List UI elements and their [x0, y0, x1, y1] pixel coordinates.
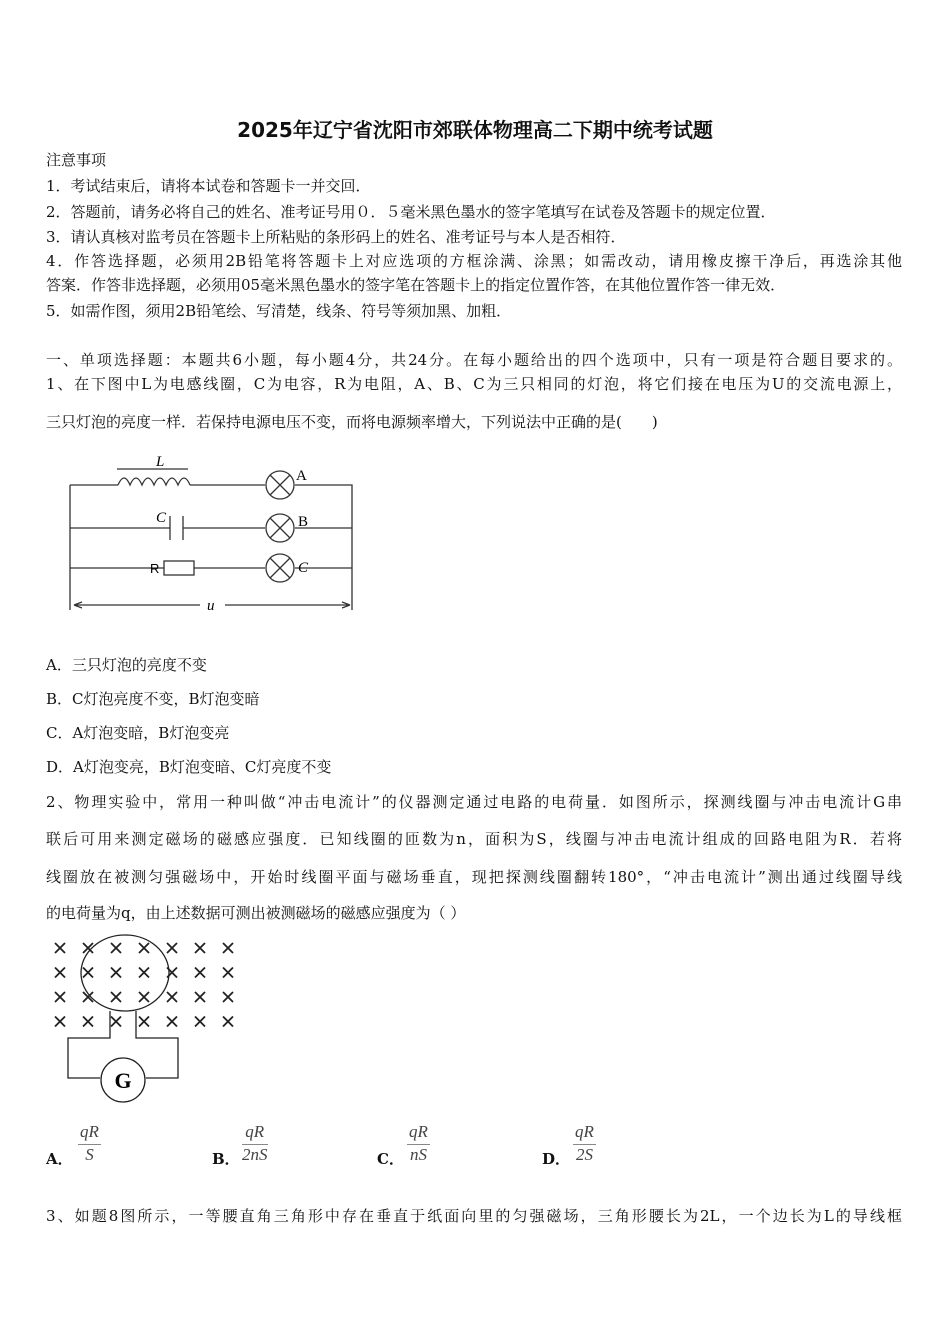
voltage-label: u: [207, 598, 215, 614]
notice-item: 1．考试结束后，请将本试卷和答题卡一并交回．: [46, 177, 371, 195]
option-c-label: C．: [377, 1150, 404, 1168]
option-d: D．A灯泡变亮，B灯泡变暗、C灯亮度不变: [46, 758, 332, 776]
section-heading: 一、单项选择题：本题共6小题，每小题4分，共24分。在每小题给出的四个选项中，只有一项是符合题目要求的。: [46, 351, 902, 369]
notice-item: 5．如需作图，须用2B铅笔绘、写清楚，线条、符号等须加黑、加粗．: [46, 302, 512, 320]
field-cross-icon: [111, 943, 121, 953]
option-a-label: A．: [46, 1150, 73, 1168]
inductor-label: L: [156, 454, 165, 470]
field-cross-icon: [55, 1017, 65, 1027]
option-c: C．A灯泡变暗，B灯泡变亮: [46, 724, 230, 742]
capacitor-label: C: [156, 510, 167, 526]
field-cross-icon: [195, 992, 205, 1002]
lamp-a-label: A: [296, 468, 307, 484]
notice-item: 3．请认真核对监考员在答题卡上所粘贴的条形码上的姓名、准考证号与本人是否相符．: [46, 228, 626, 246]
field-cross-icon: [55, 968, 65, 978]
field-cross-icon: [55, 943, 65, 953]
question-3-text: 3、如题8图所示，一等腰直角三角形中存在垂直于纸面向里的匀强磁场，三角形腰长为2L，一个边长为L的导线框: [46, 1207, 902, 1225]
question-2-text: 的电荷量为q，由上述数据可测出被测磁场的磁感应强度为（ ）: [46, 904, 466, 922]
resistor-label: R: [150, 561, 160, 576]
field-cross-icon: [83, 968, 93, 978]
field-cross-icon: [223, 992, 233, 1002]
field-cross-icon: [139, 943, 149, 953]
field-cross-icon: [111, 992, 121, 1002]
circuit-diagram: [60, 450, 360, 615]
field-cross-icon: [139, 968, 149, 978]
option-a-fraction: $\frac{qR}{S}$: [80, 1122, 99, 1164]
notice-item: 2．答题前，请务必将自己的姓名、准考证号用０．５毫米黑色墨水的签字笔填写在试卷及答题卡的规定位置．: [46, 203, 776, 221]
field-cross-icon: [111, 1017, 121, 1027]
field-cross-icon: [195, 968, 205, 978]
field-cross-icon: [139, 1017, 149, 1027]
option-d-label: D．: [542, 1150, 571, 1168]
lamp-b-label: B: [298, 514, 309, 530]
option-c-fraction: $\frac{qR}{nS}$: [409, 1122, 428, 1164]
field-cross-icon: [55, 992, 65, 1002]
notice-item: 答案．作答非选择题，必须用05毫米黑色墨水的签字笔在答题卡上的指定位置作答，在其他位置作答一律无效．: [46, 276, 786, 294]
question-1-text: 三只灯泡的亮度一样．若保持电源电压不变，而将电源频率增大，下列说法中正确的是( ): [46, 413, 658, 431]
galvanometer-label: G: [114, 1068, 132, 1093]
field-cross-icon: [223, 968, 233, 978]
option-a: A．三只灯泡的亮度不变: [46, 656, 207, 674]
option-b-fraction: $\frac{qR}{2nS}$: [242, 1122, 268, 1164]
field-cross-icon: [195, 943, 205, 953]
option-d-fraction: $\frac{qR}{2S}$: [575, 1122, 594, 1164]
field-cross-icon: [223, 943, 233, 953]
lamp-c-label: C: [298, 560, 309, 576]
page-title: 2025年辽宁省沈阳市郊联体物理高二下期中统考试题: [237, 118, 713, 142]
field-cross-icon: [167, 943, 177, 953]
question-1-text: 1、在下图中L为电感线圈，C为电容，R为电阻，A、B、C为三只相同的灯泡，将它们接在电压为U的交流电源上，: [46, 375, 902, 393]
field-cross-icon: [167, 1017, 177, 1027]
field-cross-icon: [167, 992, 177, 1002]
option-b-label: B．: [212, 1150, 240, 1168]
question-2-text: 2、物理实验中，常用一种叫做“冲击电流计”的仪器测定通过电路的电荷量．如图所示，探测线圈与冲击电流计G串: [46, 793, 902, 811]
question-2-text: 线圈放在被测匀强磁场中，开始时线圈平面与磁场垂直，现把探测线圈翻转180°，“冲击电流计”测出通过线圈导线: [46, 868, 902, 886]
question-2-text: 联后可用来测定磁场的磁感应强度．已知线圈的匝数为n，面积为S，线圈与冲击电流计组成的回路电阻为R．若将: [46, 830, 902, 848]
field-cross-icon: [195, 1017, 205, 1027]
option-b: B．C灯泡亮度不变，B灯泡变暗: [46, 690, 260, 708]
notice-item: 4．作答选择题，必须用2B铅笔将答题卡上对应选项的方框涂满、涂黑；如需改动，请用橡皮擦干净后，再选涂其他: [46, 252, 902, 270]
field-cross-icon: [111, 968, 121, 978]
field-cross-icon: [223, 1017, 233, 1027]
notice-heading: 注意事项: [46, 151, 107, 169]
field-cross-icon: [83, 1017, 93, 1027]
magnetic-field-diagram: [40, 930, 250, 1110]
field-cross-icon: [139, 992, 149, 1002]
